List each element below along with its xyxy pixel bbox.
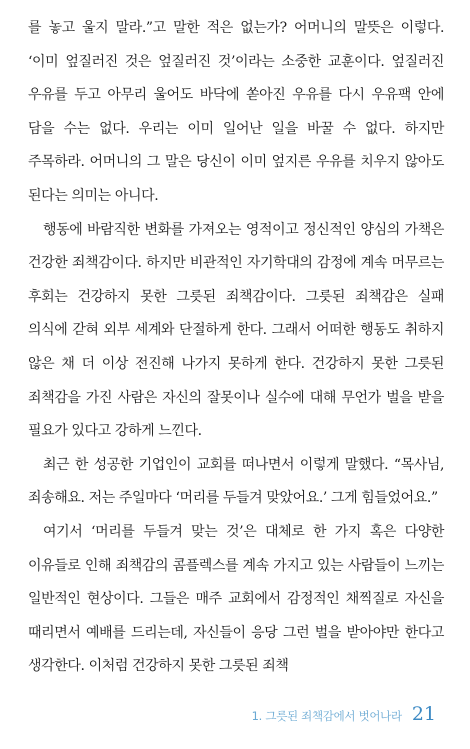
page-number: 21 bbox=[411, 703, 436, 725]
paragraph-2: 행동에 바람직한 변화를 가져오는 영적이고 정신적인 양심의 가책은 건강한 죄책감이다. 하지만 비관적인 자기학대의 감정에 계속 머무르는 후회는 건강하지 못한 그릇된 죄책감이다. 그릇된 죄책감은 실패 의식에 갇혀 외부 세계와 단절하게 한다. 그래서 어떠한 행동도 취하지 않은 채 더 이상 전진해 나가지 못하게 한다. 건강하지 못한 그릇된 죄책감을 가진 사람은 자신의 잘못이나 실수에 대해 무언가 벌을 받을 필요가 있다고 강하게 느낀다. bbox=[28, 221, 444, 440]
page-body bbox=[28, 12, 444, 684]
paragraph-3: 최근 한 성공한 기업인이 교회를 떠나면서 이렇게 말했다. “목사님, 죄송해요. 저는 주일마다 ‘머리를 두들겨 맞았어요.’ 그게 힘들었어요.” bbox=[28, 456, 444, 507]
paragraph-4: 여기서 ‘머리를 두들겨 맞는 것’은 대체로 한 가지 혹은 다양한 이유들로 인해 죄책감의 콤플렉스를 계속 가지고 있는 사람들이 느끼는 일반적인 현상이다. 그들은 매주 교회에서 감정적인 채찍질로 자신을 때리면서 예배를 드리는데, 자신들이 응당 그런 벌을 받아야만 한다고 생각한다. 이처럼 건강하지 못한 그릇된 죄책 bbox=[28, 523, 444, 675]
page-footer bbox=[252, 703, 436, 729]
running-header: 1. 그릇된 죄책감에서 벗어나라 bbox=[251, 709, 402, 723]
paragraph-1: 를 놓고 울지 말라.”고 말한 적은 없는가? 어머니의 말뜻은 이렇다. ‘이미 엎질러진 것은 엎질러진 것’이라는 소중한 교훈이다. 엎질러진 우유를 두고 아무리 울어도 바닥에 쏟아진 우유를 다시 우유팩 안에 담을 수는 없다. 우리는 이미 일어난 일을 바꿀 수 없다. 하지만 주목하라. 어머니의 그 말은 당신이 이미 엎지른 우유를 치우지 않아도 된다는 의미는 아니다. bbox=[28, 20, 444, 204]
